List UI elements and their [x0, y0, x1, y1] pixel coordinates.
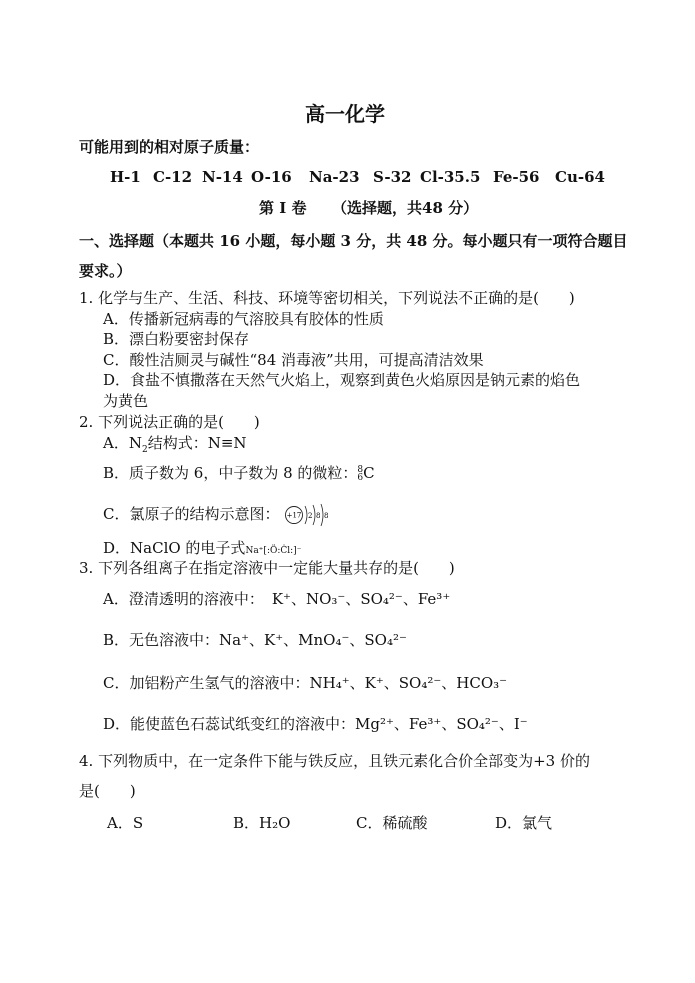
- chlorine-atom-diagram: [284, 502, 334, 528]
- section-heading: 一、选择题（本题共 16 小题，每小题 3 分，共 48 分。每小题只有一项符合题目: [79, 232, 628, 250]
- question-2-option-b: B．质子数为 6，中子数为 8 的微粒：8 6C: [103, 464, 375, 483]
- atomic-mass: H-1: [110, 168, 141, 186]
- question-4-stem-cont: 是( ): [79, 782, 136, 800]
- ion-list: Mg²⁺、Fe³⁺、SO₄²⁻、I⁻: [355, 715, 528, 733]
- section-heading-cont: 要求。）: [79, 262, 132, 280]
- ion-list: Na⁺、K⁺、MnO₄⁻、SO₄²⁻: [219, 631, 407, 649]
- shell-count: 8: [324, 512, 329, 520]
- question-4-option-a: A．S: [107, 814, 144, 832]
- atomic-mass: O-16: [251, 168, 292, 186]
- question-3-option-d: D．能使蓝色石蕊试纸变红的溶液中：Mg²⁺、Fe³⁺、SO₄²⁻、I⁻: [103, 715, 528, 733]
- atomic-mass: N-14: [202, 168, 243, 186]
- question-1-stem: 1. 化学与生产、生活、科技、环境等密切相关，下列说法不正确的是( ): [79, 289, 575, 307]
- atomic-mass: Cl-35.5: [420, 168, 481, 186]
- question-3-stem: 3. 下列各组离子在指定溶液中一定能大量共存的是( ): [79, 559, 455, 577]
- question-4-option-d: D．氯气: [495, 814, 553, 832]
- question-1-option-c: C．酸性洁厕灵与碱性“84 消毒液”共用，可提高清洁效果: [103, 351, 484, 369]
- ion-list: NH₄⁺、K⁺、SO₄²⁻、HCO₃⁻: [309, 674, 508, 692]
- shell-count: 8: [316, 512, 321, 520]
- part-label: 第 I 卷: [259, 199, 307, 217]
- page-title: 高一化学: [305, 102, 385, 126]
- question-3-option-c: C．加铝粉产生氢气的溶液中：NH₄⁺、K⁺、SO₄²⁻、HCO₃⁻: [103, 674, 508, 692]
- atomic-mass-header: 可能用到的相对原子质量：: [79, 138, 260, 156]
- question-1-option-b: B．漂白粉要密封保存: [103, 330, 250, 348]
- question-2-option-a: A．$N_2$结构式：N≡N: [103, 434, 247, 455]
- question-2-stem: 2. 下列说法正确的是( ): [79, 413, 260, 431]
- question-4-option-c: C．稀硫酸: [356, 814, 428, 832]
- question-4-option-b: B．H₂O: [233, 814, 291, 832]
- isotope-numbers: 8 6: [357, 465, 364, 483]
- question-1-option-a: A．传播新冠病毒的气溶胶具有胶体的性质: [103, 310, 384, 328]
- atomic-mass: Cu-64: [555, 168, 605, 186]
- atomic-mass: Fe-56: [493, 168, 540, 186]
- question-4-stem: 4. 下列物质中，在一定条件下能与铁反应，且铁元素化合价全部变为+3 价的: [79, 752, 590, 770]
- nucleus-label: +17: [286, 511, 302, 520]
- electron-formula: Na⁺[:Ö:Ċl:]⁻: [245, 546, 302, 556]
- atomic-mass: Na-23: [309, 168, 360, 186]
- question-1-option-d-cont: 为黄色: [103, 392, 149, 410]
- ion-list: K⁺、NO₃⁻、SO₄²⁻、Fe³⁺: [271, 590, 451, 608]
- question-3-option-a: A．澄清透明的溶液中： K⁺、NO₃⁻、SO₄²⁻、Fe³⁺: [103, 590, 451, 608]
- question-1-option-d: D．食盐不慎撒落在天然气火焰上，观察到黄色火焰原因是钠元素的焰色: [103, 371, 581, 389]
- atomic-mass: S-32: [373, 168, 412, 186]
- atomic-mass: C-12: [153, 168, 193, 186]
- question-2-option-d: D．NaClO 的电子式Na⁺[:Ö:Ċl:]⁻: [103, 539, 302, 557]
- shell-count: 2: [308, 512, 313, 520]
- question-3-option-b: B．无色溶液中：Na⁺、K⁺、MnO₄⁻、SO₄²⁻: [103, 631, 407, 649]
- question-2-option-c: C．氯原子的结构示意图： +17 2 8 8: [103, 502, 334, 528]
- part-description: （选择题，共48 分）: [332, 199, 479, 217]
